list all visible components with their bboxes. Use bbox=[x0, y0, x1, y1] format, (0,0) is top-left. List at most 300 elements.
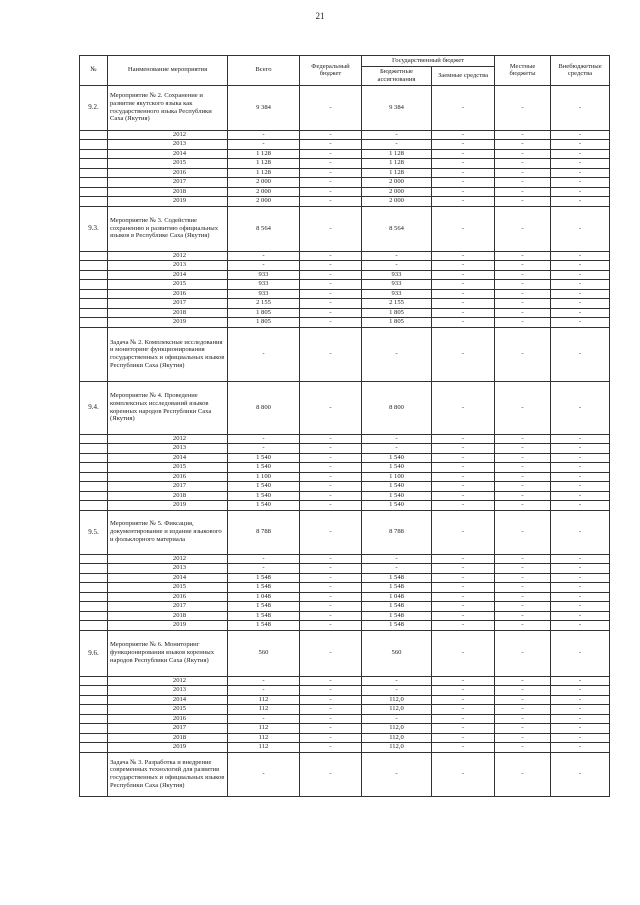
year-value: - bbox=[551, 168, 610, 178]
section-value: - bbox=[300, 85, 362, 130]
section-value: - bbox=[495, 630, 551, 676]
year-code-empty bbox=[80, 299, 108, 309]
year-label: 2012 bbox=[108, 554, 228, 564]
year-value: - bbox=[362, 676, 432, 686]
year-value: 2 000 bbox=[228, 187, 300, 197]
year-code-empty bbox=[80, 573, 108, 583]
year-row bbox=[80, 743, 610, 753]
year-value: - bbox=[495, 159, 551, 169]
year-value: - bbox=[362, 714, 432, 724]
year-value: - bbox=[300, 197, 362, 207]
year-code-empty bbox=[80, 251, 108, 261]
year-value: - bbox=[228, 251, 300, 261]
year-value: - bbox=[495, 318, 551, 328]
year-value: - bbox=[551, 434, 610, 444]
section-name: Мероприятие № 3. Содействие сохранению и развитию официальных языков в Республике Саха (Якутия) bbox=[108, 206, 228, 251]
year-label: 2013 bbox=[108, 564, 228, 574]
year-value: - bbox=[551, 733, 610, 743]
year-value: - bbox=[362, 130, 432, 140]
year-value: - bbox=[300, 592, 362, 602]
year-code-empty bbox=[80, 676, 108, 686]
year-value: - bbox=[432, 472, 495, 482]
year-value: - bbox=[551, 178, 610, 188]
year-value: - bbox=[551, 197, 610, 207]
year-value: - bbox=[432, 159, 495, 169]
year-value: - bbox=[551, 463, 610, 473]
year-row bbox=[80, 178, 610, 188]
year-label: 2013 bbox=[108, 261, 228, 271]
year-code-empty bbox=[80, 695, 108, 705]
year-value: - bbox=[551, 149, 610, 159]
year-value: - bbox=[300, 686, 362, 696]
year-row bbox=[80, 280, 610, 290]
year-row bbox=[80, 573, 610, 583]
year-label: 2016 bbox=[108, 714, 228, 724]
year-value: - bbox=[432, 463, 495, 473]
year-value: 112 bbox=[228, 724, 300, 734]
year-code-empty bbox=[80, 491, 108, 501]
section-value: - bbox=[432, 630, 495, 676]
year-value: 1 100 bbox=[228, 472, 300, 482]
section-row bbox=[80, 510, 610, 554]
year-label: 2019 bbox=[108, 743, 228, 753]
section-name: Задача № 2. Комплексные исследования и мониторинг функционирования государственных и официальных языков Республики Саха (Якутия) bbox=[108, 327, 228, 381]
year-row bbox=[80, 676, 610, 686]
year-code-empty bbox=[80, 714, 108, 724]
year-value: - bbox=[551, 261, 610, 271]
year-code-empty bbox=[80, 453, 108, 463]
year-code-empty bbox=[80, 149, 108, 159]
year-value: - bbox=[432, 280, 495, 290]
year-value: - bbox=[495, 573, 551, 583]
year-label: 2018 bbox=[108, 611, 228, 621]
section-row bbox=[80, 752, 610, 796]
year-value: - bbox=[551, 724, 610, 734]
year-code-empty bbox=[80, 197, 108, 207]
year-value: 1 128 bbox=[362, 159, 432, 169]
section-code: 9.6. bbox=[80, 630, 108, 676]
year-value: - bbox=[551, 130, 610, 140]
year-row bbox=[80, 611, 610, 621]
year-label: 2017 bbox=[108, 602, 228, 612]
year-value: 1 540 bbox=[228, 501, 300, 511]
year-row bbox=[80, 686, 610, 696]
year-value: - bbox=[495, 554, 551, 564]
year-label: 2016 bbox=[108, 472, 228, 482]
year-code-empty bbox=[80, 289, 108, 299]
section-value: - bbox=[432, 327, 495, 381]
year-value: - bbox=[228, 676, 300, 686]
year-row bbox=[80, 187, 610, 197]
year-value: - bbox=[551, 140, 610, 150]
year-value: - bbox=[300, 444, 362, 454]
year-value: - bbox=[432, 611, 495, 621]
year-value: - bbox=[551, 270, 610, 280]
year-value: 933 bbox=[228, 270, 300, 280]
year-value: - bbox=[495, 168, 551, 178]
table-header bbox=[80, 56, 610, 86]
year-value: - bbox=[432, 453, 495, 463]
year-row bbox=[80, 583, 610, 593]
section-value: - bbox=[495, 85, 551, 130]
year-label: 2014 bbox=[108, 695, 228, 705]
year-value: - bbox=[432, 592, 495, 602]
year-label: 2013 bbox=[108, 444, 228, 454]
year-value: - bbox=[432, 695, 495, 705]
section-value: 560 bbox=[228, 630, 300, 676]
year-value: 1 548 bbox=[228, 621, 300, 631]
year-value: - bbox=[432, 743, 495, 753]
year-code-empty bbox=[80, 472, 108, 482]
year-code-empty bbox=[80, 187, 108, 197]
year-label: 2014 bbox=[108, 453, 228, 463]
year-value: - bbox=[551, 251, 610, 261]
year-label: 2019 bbox=[108, 318, 228, 328]
year-value: - bbox=[495, 705, 551, 715]
year-value: 1 548 bbox=[362, 602, 432, 612]
year-value: - bbox=[432, 251, 495, 261]
year-value: 1 540 bbox=[362, 482, 432, 492]
section-value: - bbox=[300, 327, 362, 381]
year-value: - bbox=[432, 434, 495, 444]
year-value: 1 548 bbox=[228, 573, 300, 583]
year-value: - bbox=[228, 554, 300, 564]
year-value: - bbox=[300, 564, 362, 574]
year-value: 933 bbox=[362, 280, 432, 290]
section-code bbox=[80, 752, 108, 796]
year-value: - bbox=[495, 676, 551, 686]
year-value: 1 805 bbox=[228, 308, 300, 318]
year-value: - bbox=[300, 705, 362, 715]
year-row bbox=[80, 453, 610, 463]
section-value: 8 564 bbox=[228, 206, 300, 251]
year-value: - bbox=[432, 261, 495, 271]
year-code-empty bbox=[80, 434, 108, 444]
section-value: - bbox=[551, 381, 610, 434]
year-value: 2 000 bbox=[362, 178, 432, 188]
year-value: - bbox=[551, 289, 610, 299]
year-value: - bbox=[300, 299, 362, 309]
year-value: - bbox=[551, 444, 610, 454]
year-label: 2018 bbox=[108, 733, 228, 743]
year-value: 112,0 bbox=[362, 695, 432, 705]
year-code-empty bbox=[80, 602, 108, 612]
year-value: 2 000 bbox=[228, 178, 300, 188]
year-row bbox=[80, 261, 610, 271]
year-value: 112,0 bbox=[362, 743, 432, 753]
year-row bbox=[80, 197, 610, 207]
year-value: - bbox=[432, 733, 495, 743]
year-value: - bbox=[300, 251, 362, 261]
year-code-empty bbox=[80, 686, 108, 696]
year-label: 2017 bbox=[108, 724, 228, 734]
section-value: - bbox=[300, 381, 362, 434]
year-value: - bbox=[551, 482, 610, 492]
year-value: - bbox=[432, 482, 495, 492]
year-label: 2017 bbox=[108, 299, 228, 309]
year-value: 1 540 bbox=[228, 463, 300, 473]
section-name: Мероприятие № 4. Проведение комплексных исследований языков коренных народов Республики Саха (Якутия) bbox=[108, 381, 228, 434]
year-value: - bbox=[228, 444, 300, 454]
year-code-empty bbox=[80, 308, 108, 318]
year-code-empty bbox=[80, 743, 108, 753]
year-value: 1 540 bbox=[362, 501, 432, 511]
year-code-empty bbox=[80, 621, 108, 631]
year-value: - bbox=[495, 621, 551, 631]
year-value: - bbox=[495, 564, 551, 574]
year-value: - bbox=[300, 733, 362, 743]
section-value: - bbox=[228, 752, 300, 796]
year-value: - bbox=[495, 434, 551, 444]
year-value: - bbox=[495, 270, 551, 280]
year-row bbox=[80, 724, 610, 734]
section-value: - bbox=[300, 510, 362, 554]
year-value: 2 000 bbox=[362, 197, 432, 207]
year-value: 1 048 bbox=[228, 592, 300, 602]
year-value: - bbox=[362, 686, 432, 696]
year-label: 2012 bbox=[108, 251, 228, 261]
year-label: 2015 bbox=[108, 280, 228, 290]
year-value: 112,0 bbox=[362, 705, 432, 715]
header-state-loans: Заемные средства bbox=[432, 67, 495, 86]
year-value: - bbox=[362, 261, 432, 271]
year-value: - bbox=[300, 130, 362, 140]
year-value: - bbox=[551, 280, 610, 290]
year-value: - bbox=[432, 444, 495, 454]
year-value: - bbox=[300, 280, 362, 290]
year-value: - bbox=[551, 621, 610, 631]
year-row bbox=[80, 140, 610, 150]
year-value: 1 540 bbox=[362, 463, 432, 473]
section-value: - bbox=[551, 510, 610, 554]
year-value: - bbox=[495, 463, 551, 473]
year-value: 112,0 bbox=[362, 724, 432, 734]
section-value: - bbox=[551, 327, 610, 381]
year-value: - bbox=[495, 733, 551, 743]
year-row bbox=[80, 472, 610, 482]
section-value: 8 788 bbox=[362, 510, 432, 554]
section-name: Мероприятие № 6. Мониторинг функционирования языков коренных народов Республики Саха (Якутия) bbox=[108, 630, 228, 676]
year-value: - bbox=[362, 434, 432, 444]
year-value: 1 540 bbox=[228, 491, 300, 501]
year-value: 112 bbox=[228, 695, 300, 705]
section-value: - bbox=[362, 752, 432, 796]
year-code-empty bbox=[80, 270, 108, 280]
section-value: - bbox=[495, 510, 551, 554]
section-value: - bbox=[551, 206, 610, 251]
year-code-empty bbox=[80, 178, 108, 188]
year-value: - bbox=[495, 251, 551, 261]
year-value: - bbox=[495, 724, 551, 734]
year-value: - bbox=[495, 482, 551, 492]
year-label: 2019 bbox=[108, 501, 228, 511]
year-row bbox=[80, 270, 610, 280]
year-value: - bbox=[551, 705, 610, 715]
year-value: - bbox=[495, 140, 551, 150]
year-value: - bbox=[551, 472, 610, 482]
year-value: - bbox=[551, 501, 610, 511]
year-value: - bbox=[362, 140, 432, 150]
year-value: 112 bbox=[228, 733, 300, 743]
year-value: - bbox=[495, 149, 551, 159]
year-value: - bbox=[432, 602, 495, 612]
header-federal: Федеральный бюджет bbox=[300, 56, 362, 86]
year-row bbox=[80, 714, 610, 724]
section-value: - bbox=[551, 752, 610, 796]
year-row bbox=[80, 130, 610, 140]
year-value: - bbox=[495, 491, 551, 501]
year-value: - bbox=[495, 714, 551, 724]
year-value: - bbox=[432, 299, 495, 309]
section-value: - bbox=[300, 206, 362, 251]
section-name: Мероприятие № 2. Сохранение и развитие якутского языка как государственного языка Республики Саха (Якутия) bbox=[108, 85, 228, 130]
year-value: 1 128 bbox=[228, 159, 300, 169]
year-value: - bbox=[432, 197, 495, 207]
year-value: 1 805 bbox=[362, 318, 432, 328]
section-value: - bbox=[300, 752, 362, 796]
year-value: - bbox=[300, 676, 362, 686]
section-value: - bbox=[551, 630, 610, 676]
year-value: 1 048 bbox=[362, 592, 432, 602]
year-value: 112 bbox=[228, 705, 300, 715]
year-row bbox=[80, 621, 610, 631]
year-value: - bbox=[495, 611, 551, 621]
year-code-empty bbox=[80, 444, 108, 454]
year-label: 2019 bbox=[108, 197, 228, 207]
year-value: - bbox=[495, 187, 551, 197]
year-value: - bbox=[432, 308, 495, 318]
year-value: 933 bbox=[228, 280, 300, 290]
year-row bbox=[80, 491, 610, 501]
year-code-empty bbox=[80, 733, 108, 743]
header-state: Государственный бюджет bbox=[362, 56, 495, 67]
year-row bbox=[80, 318, 610, 328]
year-code-empty bbox=[80, 554, 108, 564]
year-value: - bbox=[300, 453, 362, 463]
section-code: 9.3. bbox=[80, 206, 108, 251]
year-value: - bbox=[432, 140, 495, 150]
section-value: - bbox=[432, 510, 495, 554]
page-number: 21 bbox=[315, 11, 325, 21]
year-label: 2018 bbox=[108, 308, 228, 318]
header-local: Местные бюджеты bbox=[495, 56, 551, 86]
year-value: - bbox=[551, 695, 610, 705]
header-total: Всего bbox=[228, 56, 300, 86]
year-value: - bbox=[495, 261, 551, 271]
year-row bbox=[80, 149, 610, 159]
year-value: 1 100 bbox=[362, 472, 432, 482]
year-value: - bbox=[551, 187, 610, 197]
year-value: 1 128 bbox=[228, 168, 300, 178]
year-value: 1 548 bbox=[228, 611, 300, 621]
year-value: - bbox=[551, 159, 610, 169]
year-value: - bbox=[362, 554, 432, 564]
section-value: 8 800 bbox=[228, 381, 300, 434]
year-value: - bbox=[432, 583, 495, 593]
year-value: - bbox=[432, 178, 495, 188]
year-code-empty bbox=[80, 611, 108, 621]
year-code-empty bbox=[80, 318, 108, 328]
year-value: - bbox=[300, 308, 362, 318]
year-value: - bbox=[432, 318, 495, 328]
year-row bbox=[80, 251, 610, 261]
year-code-empty bbox=[80, 140, 108, 150]
year-row bbox=[80, 695, 610, 705]
section-value: - bbox=[228, 327, 300, 381]
year-label: 2014 bbox=[108, 573, 228, 583]
year-value: - bbox=[495, 453, 551, 463]
year-row bbox=[80, 564, 610, 574]
year-value: - bbox=[551, 592, 610, 602]
year-value: - bbox=[551, 299, 610, 309]
year-code-empty bbox=[80, 463, 108, 473]
year-value: - bbox=[228, 130, 300, 140]
year-label: 2016 bbox=[108, 592, 228, 602]
year-row bbox=[80, 602, 610, 612]
year-value: - bbox=[228, 140, 300, 150]
year-label: 2012 bbox=[108, 130, 228, 140]
year-value: 112 bbox=[228, 743, 300, 753]
section-row bbox=[80, 327, 610, 381]
year-value: - bbox=[300, 270, 362, 280]
year-value: 1 540 bbox=[228, 482, 300, 492]
year-value: 1 805 bbox=[228, 318, 300, 328]
header-num: № bbox=[80, 56, 108, 86]
year-value: 1 548 bbox=[362, 611, 432, 621]
year-code-empty bbox=[80, 724, 108, 734]
year-value: - bbox=[495, 130, 551, 140]
year-value: - bbox=[228, 261, 300, 271]
year-value: - bbox=[432, 130, 495, 140]
year-value: - bbox=[432, 289, 495, 299]
year-value: 2 155 bbox=[362, 299, 432, 309]
year-value: - bbox=[495, 695, 551, 705]
year-value: - bbox=[495, 686, 551, 696]
year-value: - bbox=[432, 686, 495, 696]
year-label: 2012 bbox=[108, 676, 228, 686]
year-value: - bbox=[551, 743, 610, 753]
section-value: - bbox=[432, 85, 495, 130]
year-code-empty bbox=[80, 130, 108, 140]
year-row bbox=[80, 501, 610, 511]
year-value: 1 548 bbox=[228, 602, 300, 612]
section-value: - bbox=[362, 327, 432, 381]
section-value: - bbox=[551, 85, 610, 130]
section-code: 9.5. bbox=[80, 510, 108, 554]
year-value: - bbox=[551, 318, 610, 328]
year-value: - bbox=[432, 621, 495, 631]
year-row bbox=[80, 308, 610, 318]
year-code-empty bbox=[80, 592, 108, 602]
year-value: - bbox=[300, 583, 362, 593]
year-value: - bbox=[432, 705, 495, 715]
section-value: - bbox=[495, 752, 551, 796]
year-row bbox=[80, 299, 610, 309]
section-value: - bbox=[495, 381, 551, 434]
year-value: - bbox=[300, 289, 362, 299]
year-value: - bbox=[495, 602, 551, 612]
year-label: 2019 bbox=[108, 621, 228, 631]
section-value: - bbox=[432, 752, 495, 796]
year-value: - bbox=[432, 270, 495, 280]
year-value: - bbox=[432, 714, 495, 724]
section-value: 8 564 bbox=[362, 206, 432, 251]
year-value: - bbox=[551, 564, 610, 574]
year-value: - bbox=[228, 686, 300, 696]
header-name: Наименование мероприятия bbox=[108, 56, 228, 86]
year-row bbox=[80, 434, 610, 444]
year-code-empty bbox=[80, 501, 108, 511]
